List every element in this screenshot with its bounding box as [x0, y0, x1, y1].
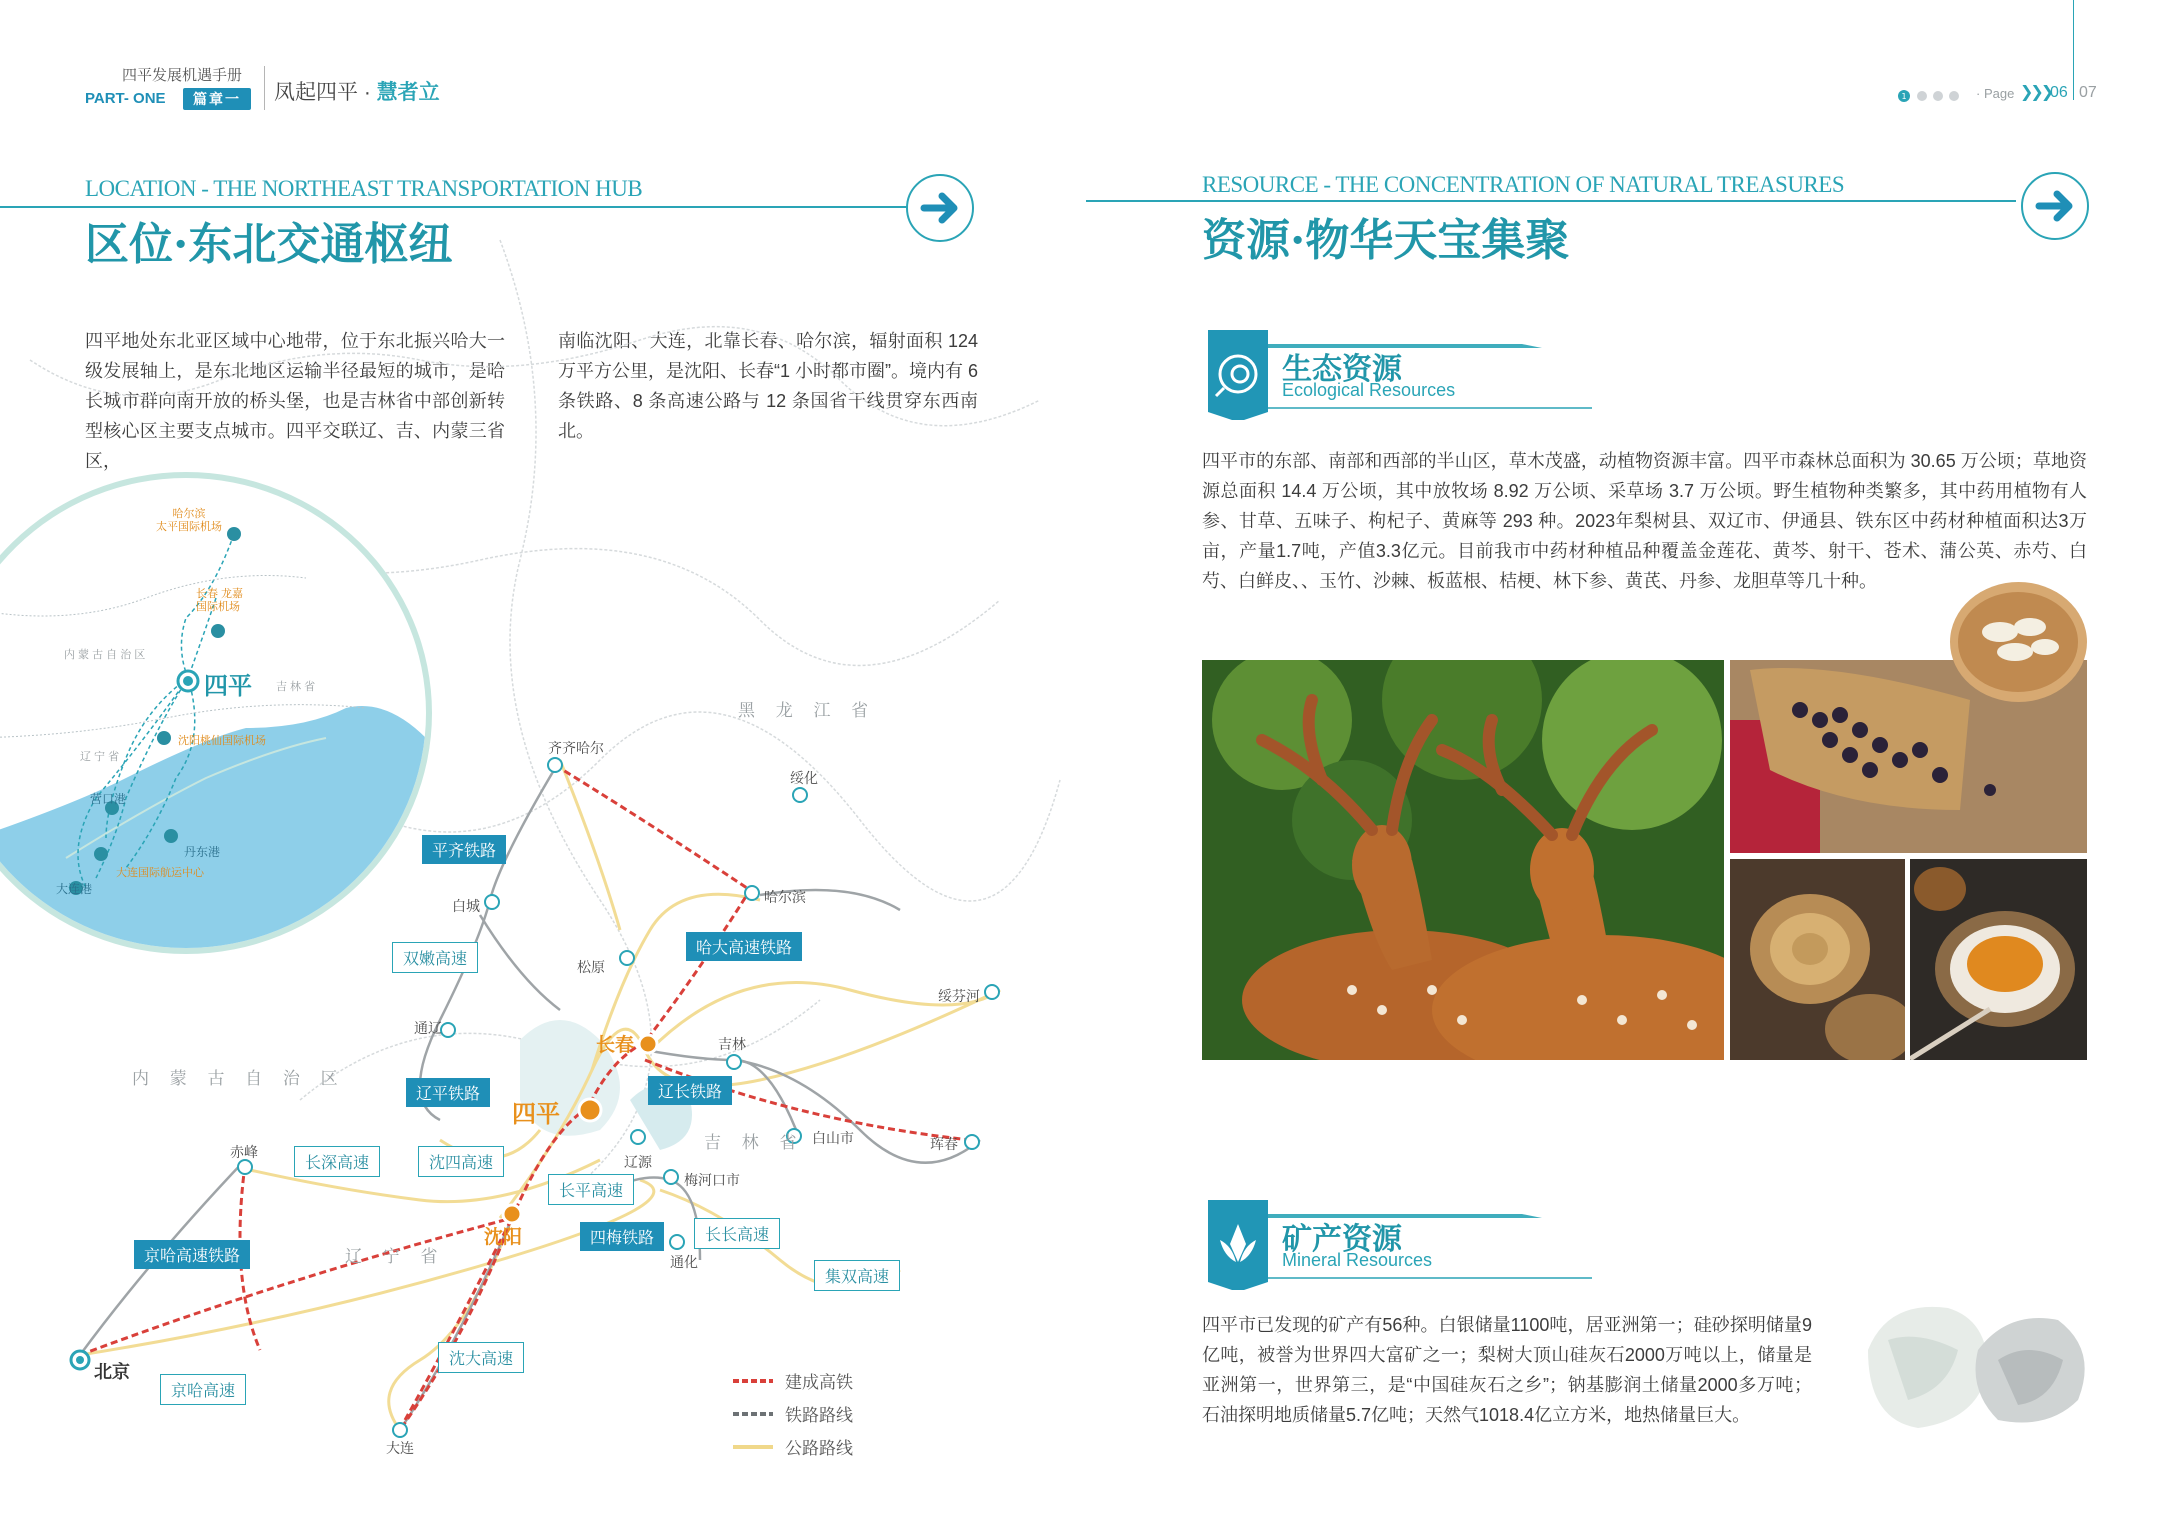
- arrow-right-icon: [2023, 174, 2087, 238]
- eco-badge: [1202, 330, 1722, 425]
- city-songyuan: 松原: [577, 959, 605, 975]
- city-dalian: 大连: [386, 1440, 414, 1456]
- mineral-title-cn: 矿产资源: [1282, 1222, 1402, 1257]
- left-title-en: LOCATION - THE NORTHEAST TRANSPORTATION HUB: [85, 176, 643, 201]
- inset-siping: 四平: [204, 673, 252, 700]
- page-rule: [2073, 0, 2074, 100]
- right-title-en: RESOURCE - THE CONCENTRATION OF NATURAL TREASURES: [1202, 172, 1845, 197]
- header-manual-title: 四平发展机遇手册: [122, 67, 243, 84]
- page-number-left: 06: [2050, 84, 2068, 101]
- province-jilin: 吉 林 省: [704, 1133, 805, 1152]
- tag-jingha-hsr: 京哈高速铁路: [134, 1240, 250, 1269]
- slices-image: [1730, 859, 1905, 1060]
- legend-hsr-swatch: [733, 1376, 773, 1386]
- tag-shensi-hwy: 沈四高速: [418, 1146, 504, 1177]
- chapter-title: [274, 76, 440, 106]
- city-chifeng: 赤峰: [230, 1144, 258, 1160]
- inset-yingkou: 营口港: [90, 792, 127, 806]
- tag-changshen-hwy: 长深高速: [294, 1146, 380, 1177]
- city-beijing: 北京: [94, 1362, 130, 1382]
- city-siping-main: 四平: [512, 1101, 560, 1128]
- city-harbin: 哈尔滨: [764, 889, 806, 905]
- inset-jilin: 吉 林 省: [276, 681, 316, 693]
- tag-changchang-hwy: 长长高速: [694, 1218, 780, 1249]
- left-title-cn: 区位·东北交通枢纽: [85, 219, 453, 270]
- chapter-title-b: 慧者立: [376, 81, 440, 104]
- city-hunchun: 珲春: [930, 1136, 958, 1152]
- right-title-rule: [1086, 200, 2016, 202]
- rocks-image: [1858, 1290, 2108, 1440]
- mineral-badge: [1202, 1200, 1722, 1295]
- city-suihua: 绥化: [790, 770, 818, 786]
- right-title-cn: 资源·物华天宝集聚: [1202, 215, 1570, 266]
- inset-dalian-center: 大连国际航运中心: [116, 867, 204, 879]
- left-paragraph-1: 四平地处东北亚区域中心地带，位于东北振兴哈大一级发展轴上，是东北地区运输半径最短的城市，是哈长城市群向南开放的桥头堡，也是吉林省中部创新转型核心区主要支点城市。四平交联辽、吉、内蒙三省区，: [85, 331, 505, 471]
- inset-shenyang-airport: 沈阳桃仙国际机场: [178, 735, 266, 747]
- city-liaoyuan: 辽源: [624, 1154, 652, 1170]
- province-liaoning: 辽 宁 省: [345, 1247, 446, 1266]
- left-paragraph-2: 南临沈阳、大连，北靠长春、哈尔滨，辐射面积 124 万平方公里，是沈阳、长春“1 小时都市圈”。境内有 6 条铁路、8 条高速公路与 12 条国省干线贯穿东西南北。: [558, 331, 979, 441]
- legend-road: 公路路线: [733, 1430, 853, 1463]
- herb-slices-photo: [1730, 859, 1905, 1060]
- city-jilin: 吉林: [718, 1036, 746, 1052]
- tag-changping-hwy: 长平高速: [548, 1174, 634, 1205]
- city-meihekou: 梅河口市: [684, 1172, 740, 1188]
- chapter-title-a: 凤起四平 ·: [274, 81, 371, 104]
- page-dots-icon: [1898, 90, 1978, 102]
- page-dots: [1898, 89, 1978, 107]
- tag-pingqi-railway: 平齐铁路: [422, 835, 506, 864]
- eco-paragraph: 四平市的东部、南部和西部的半山区，草木茂盛，动植物资源丰富。四平市森林总面积为 30.65 万公顷；草地资源总面积 14.4 万公顷，其中放牧场 8.92 万公顷、采草场 3.7 万公顷。野生植物种类繁多，其中药用植物有人参、甘草、五味子、枸杞子、黄麻等 293 种。2023年梨树县、双辽市、伊通县、铁东区中药材种植面积达3万亩，产量1.7吨，产值3.3亿元。目前我市中药材种植品种覆盖金莲花、黄芩、射干、苍术、蒲公英、赤芍、白芍、白鲜皮、、玉竹、沙棘、板蓝根、桔梗、林下参、黄芪、丹参、龙胆草等几十种。: [1202, 451, 2087, 591]
- herb-bowl-photo: [1950, 582, 2087, 702]
- inset-liaoning: 辽 宁 省: [80, 751, 120, 763]
- legend-hsr: 建成高铁: [733, 1364, 853, 1397]
- page-arrows-icon: ❯❯❯: [2020, 84, 2052, 101]
- deer-image: [1202, 660, 1724, 1060]
- city-baicheng: 白城: [452, 898, 480, 914]
- city-qiqihar: 齐齐哈尔: [548, 740, 604, 756]
- province-neimeng: 内 蒙 古 自 治 区: [132, 1069, 346, 1088]
- header-part-en: PART- ONE: [85, 90, 166, 107]
- tag-shuangnen-hwy: 双嫩高速: [392, 942, 478, 973]
- province-heilongjiang: 黑 龙 江 省: [738, 701, 877, 720]
- inset-dalian-port: 大连港: [56, 882, 93, 896]
- tag-hada-hsr: 哈大高速铁路: [686, 932, 802, 961]
- mineral-badge-graphic: [1202, 1200, 1722, 1290]
- right-arrow-button[interactable]: [2021, 172, 2089, 240]
- inset-harbin-airport: 哈尔滨 太平国际机场: [156, 508, 222, 533]
- eco-badge-graphic: [1202, 330, 1722, 420]
- city-shenyang: 沈阳: [484, 1227, 523, 1248]
- inset-dandong: 丹东港: [184, 845, 221, 859]
- eco-title-en: Ecological Resources: [1282, 380, 1456, 400]
- city-tongliao: 通辽: [414, 1020, 442, 1036]
- legend-road-swatch: [733, 1442, 773, 1452]
- city-baishan: 白山市: [812, 1130, 854, 1146]
- city-tonghua: 通化: [670, 1254, 698, 1270]
- tag-shenda-hwy: 沈大高速: [438, 1342, 524, 1373]
- legend-rail: 铁路路线: [733, 1397, 853, 1430]
- header-part-cn: 篇章一: [183, 88, 251, 110]
- city-changchun: 长春: [596, 1035, 635, 1056]
- tag-liaochang-railway: 辽长铁路: [648, 1076, 732, 1105]
- inset-neimeng: 内 蒙 古 自 治 区: [64, 649, 146, 661]
- eco-title-cn: 生态资源: [1282, 352, 1402, 387]
- dish-image: [1910, 859, 2087, 1060]
- city-suifenhe: 绥芬河: [938, 988, 980, 1004]
- tag-jingha-hwy: 京哈高速: [160, 1374, 246, 1405]
- inset-changchun-airport: 长春 龙嘉 国际机场: [196, 588, 244, 613]
- mineral-title-en: Mineral Resources: [1282, 1250, 1433, 1270]
- header-divider: [264, 66, 265, 110]
- tag-jishuang-hwy: 集双高速: [814, 1260, 900, 1291]
- inset-map-graphic: [0, 478, 426, 948]
- map-legend: [733, 1364, 853, 1463]
- tag-simei-railway: 四梅铁路: [580, 1222, 664, 1251]
- legend-rail-swatch: [733, 1409, 773, 1419]
- page-word: · Page: [1976, 86, 2015, 101]
- herb-dish-photo: [1910, 859, 2087, 1060]
- deer-photo: [1202, 660, 1724, 1060]
- mineral-paragraph: 四平市已发现的矿产有56种。白银储量1100吨，居亚洲第一；硅砂探明储量9亿吨，被誉为世界四大富矿之一；梨树大顶山硅灰石2000万吨以上，储量是亚洲第一，世界第三，是“中国硅灰石之乡”；钠基膨润土储量2000多万吨；石油探明地质储量5.7亿吨；天然气1018.4亿立方米，地热储量巨大。: [1202, 1315, 1812, 1425]
- tag-liaoping-railway: 辽平铁路: [406, 1078, 490, 1107]
- svg-text:1: 1: [1901, 92, 1907, 101]
- page-number-right: 07: [2079, 84, 2097, 101]
- bowl-image: [1950, 582, 2087, 702]
- mineral-rocks-photo: [1858, 1290, 2108, 1445]
